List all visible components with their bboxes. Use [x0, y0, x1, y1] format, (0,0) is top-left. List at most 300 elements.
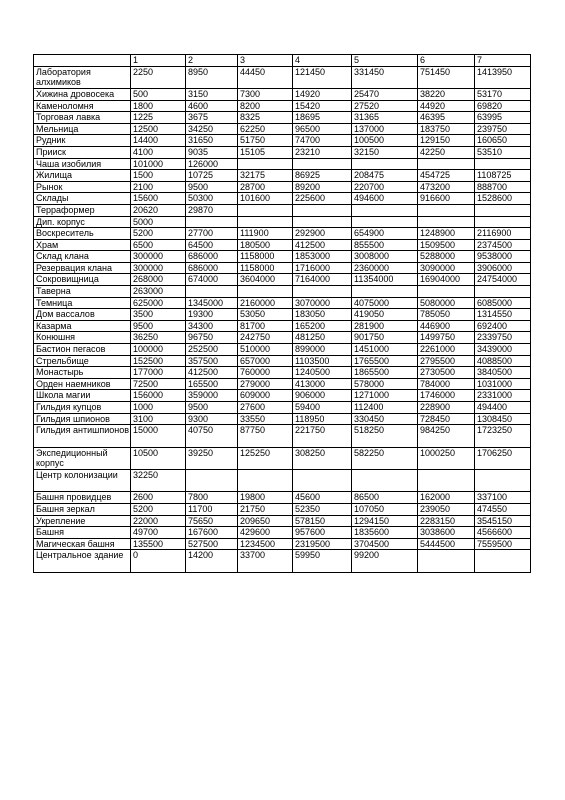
level-cost-cell: 5000: [131, 216, 186, 228]
level-cost-cell: 957600: [293, 527, 352, 539]
header-cell-level-2: 2: [186, 55, 238, 67]
level-cost-cell: 9035: [186, 146, 238, 158]
level-cost-cell: [352, 216, 418, 228]
level-cost-cell: 50300: [186, 193, 238, 205]
level-cost-cell: 8950: [186, 66, 238, 88]
level-cost-cell: 337100: [475, 492, 531, 504]
building-name-cell: Экспедиционный корпус: [34, 447, 131, 469]
table-row: [34, 66, 531, 88]
level-cost-cell: 5288000: [418, 251, 475, 263]
table-row: [34, 309, 531, 321]
level-cost-cell: [186, 216, 238, 228]
table-row: [34, 538, 531, 550]
level-cost-cell: 888700: [475, 181, 531, 193]
level-cost-cell: [475, 158, 531, 170]
level-cost-cell: 18695: [293, 112, 352, 124]
level-cost-cell: 412500: [186, 367, 238, 379]
level-cost-cell: 152500: [131, 355, 186, 367]
level-cost-cell: 331450: [352, 66, 418, 88]
level-cost-cell: 20620: [131, 204, 186, 216]
level-cost-cell: 1158000: [238, 262, 293, 274]
level-cost-cell: [238, 216, 293, 228]
level-cost-cell: 220700: [352, 181, 418, 193]
level-cost-cell: 2100: [131, 181, 186, 193]
level-cost-cell: 1509500: [418, 239, 475, 251]
level-cost-cell: 1240500: [293, 367, 352, 379]
level-cost-cell: 64500: [186, 239, 238, 251]
level-cost-cell: 9500: [186, 402, 238, 414]
building-name-cell: Гильдия антишпионов: [34, 425, 131, 447]
table-body: [34, 66, 531, 572]
building-name-cell: Рудник: [34, 135, 131, 147]
building-name-cell: Укрепление: [34, 515, 131, 527]
level-cost-cell: [186, 286, 238, 298]
level-cost-cell: 96500: [293, 123, 352, 135]
level-cost-cell: 473200: [418, 181, 475, 193]
table-row: [34, 355, 531, 367]
header-cell-blank: [34, 55, 131, 67]
level-cost-cell: 53510: [475, 146, 531, 158]
level-cost-cell: 5444500: [418, 538, 475, 550]
level-cost-cell: 359000: [186, 390, 238, 402]
level-cost-cell: 36250: [131, 332, 186, 344]
level-cost-cell: 27700: [186, 228, 238, 240]
level-cost-cell: 1248900: [418, 228, 475, 240]
level-cost-cell: 855500: [352, 239, 418, 251]
table-row: [34, 378, 531, 390]
level-cost-cell: 1031000: [475, 378, 531, 390]
level-cost-cell: 14400: [131, 135, 186, 147]
level-cost-cell: 19300: [186, 309, 238, 321]
level-cost-cell: 1499750: [418, 332, 475, 344]
table-row: [34, 320, 531, 332]
level-cost-cell: 3439000: [475, 344, 531, 356]
level-cost-cell: 118950: [293, 413, 352, 425]
level-cost-cell: 2319500: [293, 538, 352, 550]
building-name-cell: Магическая башня: [34, 538, 131, 550]
table-row: [34, 112, 531, 124]
building-name-cell: Гильдия шпионов: [34, 413, 131, 425]
level-cost-cell: 177000: [131, 367, 186, 379]
level-cost-cell: 99200: [352, 550, 418, 572]
level-cost-cell: 9500: [186, 181, 238, 193]
level-cost-cell: 785050: [418, 309, 475, 321]
level-cost-cell: 46395: [418, 112, 475, 124]
level-cost-cell: 87750: [238, 425, 293, 447]
level-cost-cell: 3100: [131, 413, 186, 425]
level-cost-cell: 5200: [131, 503, 186, 515]
table-row: [34, 469, 531, 491]
building-name-cell: Лаборатория алхимиков: [34, 66, 131, 88]
level-cost-cell: 429600: [238, 527, 293, 539]
level-cost-cell: [352, 286, 418, 298]
building-name-cell: Мельница: [34, 123, 131, 135]
level-cost-cell: 2160000: [238, 297, 293, 309]
level-cost-cell: 183050: [293, 309, 352, 321]
building-name-cell: Склады: [34, 193, 131, 205]
level-cost-cell: 32175: [238, 170, 293, 182]
level-cost-cell: 4088500: [475, 355, 531, 367]
level-cost-cell: 1853000: [293, 251, 352, 263]
level-cost-cell: 578150: [293, 515, 352, 527]
level-cost-cell: 308250: [293, 447, 352, 469]
level-cost-cell: [418, 158, 475, 170]
building-name-cell: Темница: [34, 297, 131, 309]
level-cost-cell: [418, 469, 475, 491]
level-cost-cell: 10725: [186, 170, 238, 182]
level-cost-cell: 111900: [238, 228, 293, 240]
building-name-cell: Башня: [34, 527, 131, 539]
building-name-cell: Храм: [34, 239, 131, 251]
level-cost-cell: 1865500: [352, 367, 418, 379]
level-cost-cell: 242750: [238, 332, 293, 344]
table-row: [34, 158, 531, 170]
level-cost-cell: 107050: [352, 503, 418, 515]
level-cost-cell: [475, 216, 531, 228]
level-cost-cell: 6085000: [475, 297, 531, 309]
level-cost-cell: 292900: [293, 228, 352, 240]
level-cost-cell: 3070000: [293, 297, 352, 309]
level-cost-cell: [293, 204, 352, 216]
level-cost-cell: 10500: [131, 447, 186, 469]
level-cost-cell: 1000250: [418, 447, 475, 469]
level-cost-cell: 221750: [293, 425, 352, 447]
building-cost-table: [33, 54, 531, 573]
level-cost-cell: 40750: [186, 425, 238, 447]
level-cost-cell: 1528600: [475, 193, 531, 205]
header-cell-level-6: 6: [418, 55, 475, 67]
level-cost-cell: 474550: [475, 503, 531, 515]
building-name-cell: Терраформер: [34, 204, 131, 216]
level-cost-cell: 121450: [293, 66, 352, 88]
building-name-cell: Сокровищница: [34, 274, 131, 286]
level-cost-cell: 86925: [293, 170, 352, 182]
level-cost-cell: 129150: [418, 135, 475, 147]
level-cost-cell: 300000: [131, 262, 186, 274]
level-cost-cell: 1158000: [238, 251, 293, 263]
level-cost-cell: 6500: [131, 239, 186, 251]
building-name-cell: Хижина дровосека: [34, 88, 131, 100]
level-cost-cell: 4566600: [475, 527, 531, 539]
header-cell-level-7: 7: [475, 55, 531, 67]
level-cost-cell: [238, 469, 293, 491]
level-cost-cell: 1765500: [352, 355, 418, 367]
level-cost-cell: 14920: [293, 88, 352, 100]
level-cost-cell: 49700: [131, 527, 186, 539]
level-cost-cell: 31650: [186, 135, 238, 147]
level-cost-cell: 32150: [352, 146, 418, 158]
level-cost-cell: [418, 204, 475, 216]
level-cost-cell: 0: [131, 550, 186, 572]
level-cost-cell: [238, 204, 293, 216]
table-row: [34, 193, 531, 205]
table-row: [34, 390, 531, 402]
level-cost-cell: 625000: [131, 297, 186, 309]
level-cost-cell: 100000: [131, 344, 186, 356]
level-cost-cell: 1723250: [475, 425, 531, 447]
level-cost-cell: 137000: [352, 123, 418, 135]
level-cost-cell: 11354000: [352, 274, 418, 286]
level-cost-cell: 2374500: [475, 239, 531, 251]
level-cost-cell: 268000: [131, 274, 186, 286]
level-cost-cell: 7800: [186, 492, 238, 504]
level-cost-cell: 160650: [475, 135, 531, 147]
table-row: [34, 425, 531, 447]
table-row: [34, 332, 531, 344]
level-cost-cell: 1108725: [475, 170, 531, 182]
level-cost-cell: 2360000: [352, 262, 418, 274]
level-cost-cell: 412500: [293, 239, 352, 251]
level-cost-cell: 208475: [352, 170, 418, 182]
level-cost-cell: [475, 286, 531, 298]
level-cost-cell: 1308450: [475, 413, 531, 425]
level-cost-cell: 31365: [352, 112, 418, 124]
level-cost-cell: 1234500: [238, 538, 293, 550]
level-cost-cell: 454725: [418, 170, 475, 182]
level-cost-cell: 510000: [238, 344, 293, 356]
level-cost-cell: 500: [131, 88, 186, 100]
level-cost-cell: 112400: [352, 402, 418, 414]
level-cost-cell: 42250: [418, 146, 475, 158]
level-cost-cell: 4100: [131, 146, 186, 158]
level-cost-cell: 1314550: [475, 309, 531, 321]
level-cost-cell: 281900: [352, 320, 418, 332]
level-cost-cell: [238, 158, 293, 170]
header-cell-level-5: 5: [352, 55, 418, 67]
level-cost-cell: 5200: [131, 228, 186, 240]
level-cost-cell: 1500: [131, 170, 186, 182]
level-cost-cell: [186, 469, 238, 491]
level-cost-cell: [475, 469, 531, 491]
level-cost-cell: 167600: [186, 527, 238, 539]
level-cost-cell: 183750: [418, 123, 475, 135]
level-cost-cell: 263000: [131, 286, 186, 298]
building-name-cell: Прииск: [34, 146, 131, 158]
level-cost-cell: 12500: [131, 123, 186, 135]
level-cost-cell: 899000: [293, 344, 352, 356]
level-cost-cell: 19800: [238, 492, 293, 504]
level-cost-cell: 62250: [238, 123, 293, 135]
table-row: [34, 413, 531, 425]
level-cost-cell: 101000: [131, 158, 186, 170]
table-row: [34, 88, 531, 100]
level-cost-cell: 1345000: [186, 297, 238, 309]
level-cost-cell: 4075000: [352, 297, 418, 309]
table-row: [34, 344, 531, 356]
level-cost-cell: 44450: [238, 66, 293, 88]
level-cost-cell: 8325: [238, 112, 293, 124]
level-cost-cell: 2730500: [418, 367, 475, 379]
building-name-cell: Жилища: [34, 170, 131, 182]
level-cost-cell: 7559500: [475, 538, 531, 550]
table-row: [34, 447, 531, 469]
level-cost-cell: 53050: [238, 309, 293, 321]
level-cost-cell: 1746000: [418, 390, 475, 402]
table-row: [34, 402, 531, 414]
level-cost-cell: 582250: [352, 447, 418, 469]
building-name-cell: Таверна: [34, 286, 131, 298]
level-cost-cell: 728450: [418, 413, 475, 425]
header-cell-level-4: 4: [293, 55, 352, 67]
table-row: [34, 550, 531, 572]
building-name-cell: Чаша изобилия: [34, 158, 131, 170]
level-cost-cell: 165200: [293, 320, 352, 332]
level-cost-cell: 162000: [418, 492, 475, 504]
level-cost-cell: [475, 204, 531, 216]
level-cost-cell: 2331000: [475, 390, 531, 402]
building-name-cell: Казарма: [34, 320, 131, 332]
level-cost-cell: 7300: [238, 88, 293, 100]
level-cost-cell: 23210: [293, 146, 352, 158]
level-cost-cell: 33550: [238, 413, 293, 425]
level-cost-cell: 53170: [475, 88, 531, 100]
table-row: [34, 146, 531, 158]
level-cost-cell: 1271000: [352, 390, 418, 402]
building-name-cell: Каменоломня: [34, 100, 131, 112]
level-cost-cell: 27520: [352, 100, 418, 112]
table-row: [34, 262, 531, 274]
level-cost-cell: 916600: [418, 193, 475, 205]
level-cost-cell: 3604000: [238, 274, 293, 286]
level-cost-cell: 89200: [293, 181, 352, 193]
level-cost-cell: 9500: [131, 320, 186, 332]
level-cost-cell: 760000: [238, 367, 293, 379]
level-cost-cell: 692400: [475, 320, 531, 332]
level-cost-cell: 72500: [131, 378, 186, 390]
table-row: [34, 181, 531, 193]
building-name-cell: Склад клана: [34, 251, 131, 263]
level-cost-cell: 1451000: [352, 344, 418, 356]
header-cell-level-1: 1: [131, 55, 186, 67]
level-cost-cell: 7164000: [293, 274, 352, 286]
level-cost-cell: 2250: [131, 66, 186, 88]
table-row: [34, 100, 531, 112]
table-row: [34, 123, 531, 135]
level-cost-cell: 5080000: [418, 297, 475, 309]
building-name-cell: Стрельбище: [34, 355, 131, 367]
level-cost-cell: 225600: [293, 193, 352, 205]
level-cost-cell: 686000: [186, 262, 238, 274]
level-cost-cell: 15420: [293, 100, 352, 112]
level-cost-cell: 25470: [352, 88, 418, 100]
level-cost-cell: 518250: [352, 425, 418, 447]
level-cost-cell: 239050: [418, 503, 475, 515]
table-row: [34, 297, 531, 309]
level-cost-cell: 609000: [238, 390, 293, 402]
level-cost-cell: 901750: [352, 332, 418, 344]
level-cost-cell: 481250: [293, 332, 352, 344]
level-cost-cell: 4600: [186, 100, 238, 112]
level-cost-cell: 784000: [418, 378, 475, 390]
building-name-cell: Торговая лавка: [34, 112, 131, 124]
level-cost-cell: 300000: [131, 251, 186, 263]
level-cost-cell: 209650: [238, 515, 293, 527]
level-cost-cell: 1413950: [475, 66, 531, 88]
level-cost-cell: 15000: [131, 425, 186, 447]
table-row: [34, 515, 531, 527]
level-cost-cell: 1294150: [352, 515, 418, 527]
building-name-cell: Воскреситель: [34, 228, 131, 240]
level-cost-cell: 3840500: [475, 367, 531, 379]
building-name-cell: Гильдия купцов: [34, 402, 131, 414]
level-cost-cell: 8200: [238, 100, 293, 112]
level-cost-cell: 52350: [293, 503, 352, 515]
level-cost-cell: 1103500: [293, 355, 352, 367]
table-header-row: [34, 55, 531, 67]
level-cost-cell: 3906000: [475, 262, 531, 274]
level-cost-cell: 45600: [293, 492, 352, 504]
table-row: [34, 503, 531, 515]
level-cost-cell: 51750: [238, 135, 293, 147]
level-cost-cell: 1800: [131, 100, 186, 112]
building-name-cell: Монастырь: [34, 367, 131, 379]
building-name-cell: Конюшня: [34, 332, 131, 344]
building-name-cell: Бастион пегасов: [34, 344, 131, 356]
level-cost-cell: [293, 469, 352, 491]
level-cost-cell: 657000: [238, 355, 293, 367]
table-row: [34, 135, 531, 147]
header-cell-level-3: 3: [238, 55, 293, 67]
level-cost-cell: 44920: [418, 100, 475, 112]
building-name-cell: Центральное здание: [34, 550, 131, 572]
level-cost-cell: 1225: [131, 112, 186, 124]
building-name-cell: Орден наемников: [34, 378, 131, 390]
level-cost-cell: 81700: [238, 320, 293, 332]
table-row: [34, 274, 531, 286]
building-name-cell: Башня провидцев: [34, 492, 131, 504]
level-cost-cell: 2600: [131, 492, 186, 504]
level-cost-cell: 86500: [352, 492, 418, 504]
table-row: [34, 286, 531, 298]
level-cost-cell: 3545150: [475, 515, 531, 527]
level-cost-cell: [293, 286, 352, 298]
table-row: [34, 216, 531, 228]
building-name-cell: Рынок: [34, 181, 131, 193]
level-cost-cell: 1000: [131, 402, 186, 414]
level-cost-cell: 9538000: [475, 251, 531, 263]
level-cost-cell: [352, 469, 418, 491]
level-cost-cell: 24754000: [475, 274, 531, 286]
level-cost-cell: 74700: [293, 135, 352, 147]
level-cost-cell: 15105: [238, 146, 293, 158]
level-cost-cell: 96750: [186, 332, 238, 344]
level-cost-cell: 15600: [131, 193, 186, 205]
level-cost-cell: 165500: [186, 378, 238, 390]
building-name-cell: Резервация клана: [34, 262, 131, 274]
level-cost-cell: 59400: [293, 402, 352, 414]
level-cost-cell: [352, 158, 418, 170]
level-cost-cell: 11700: [186, 503, 238, 515]
table-row: [34, 170, 531, 182]
level-cost-cell: [352, 204, 418, 216]
level-cost-cell: 2261000: [418, 344, 475, 356]
level-cost-cell: 494400: [475, 402, 531, 414]
level-cost-cell: 2339750: [475, 332, 531, 344]
level-cost-cell: 16904000: [418, 274, 475, 286]
level-cost-cell: [418, 286, 475, 298]
level-cost-cell: 419050: [352, 309, 418, 321]
table-row: [34, 492, 531, 504]
level-cost-cell: 1716000: [293, 262, 352, 274]
level-cost-cell: 32250: [131, 469, 186, 491]
level-cost-cell: 357500: [186, 355, 238, 367]
level-cost-cell: 686000: [186, 251, 238, 263]
level-cost-cell: 3675: [186, 112, 238, 124]
level-cost-cell: 101600: [238, 193, 293, 205]
level-cost-cell: 3038600: [418, 527, 475, 539]
building-name-cell: Центр колонизации: [34, 469, 131, 491]
level-cost-cell: [475, 550, 531, 572]
